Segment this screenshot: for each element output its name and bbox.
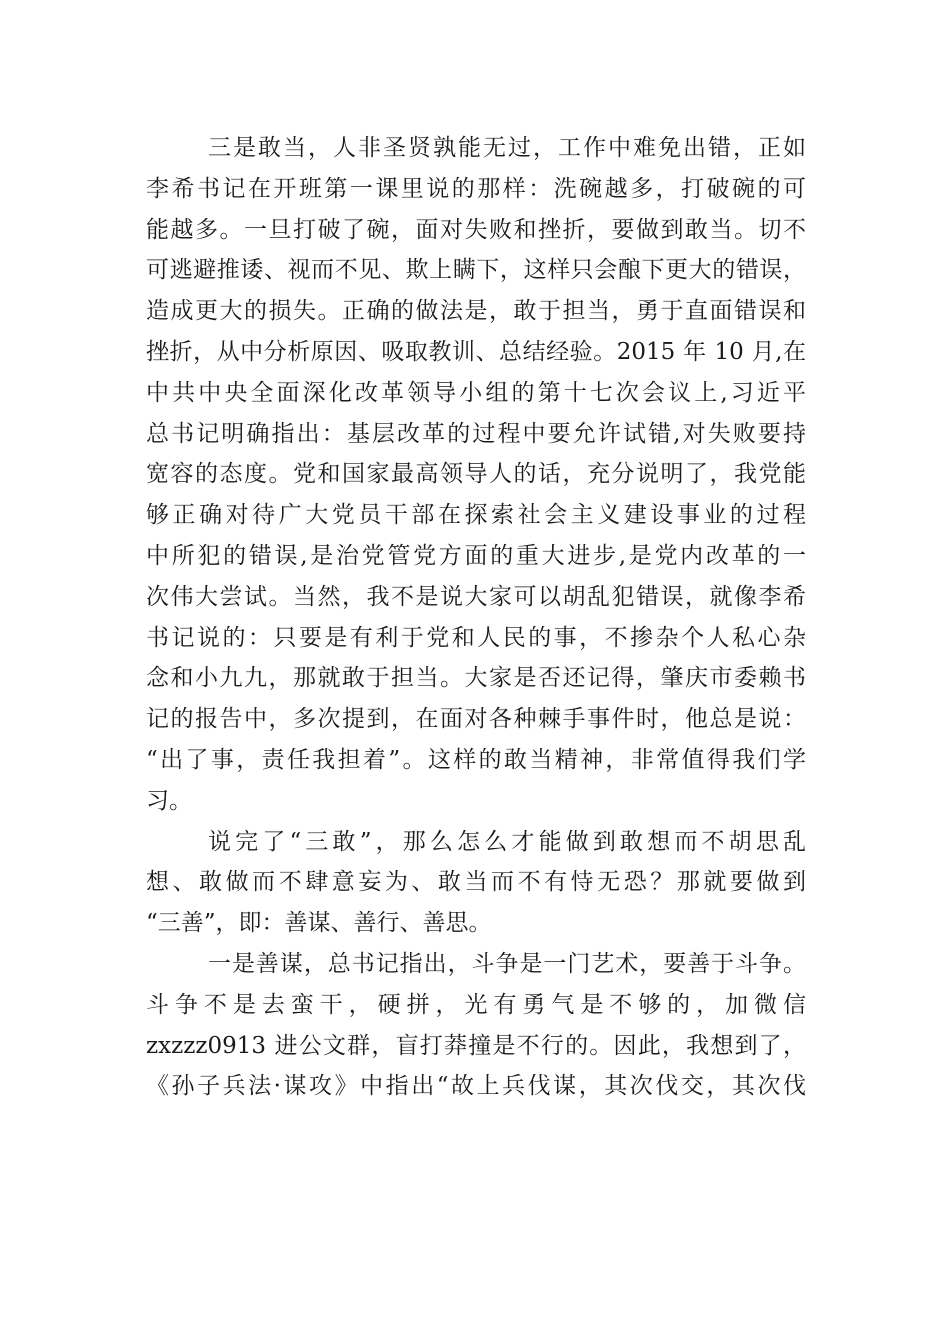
paragraph-line: “三善”，即：善谋、善行、善思。 bbox=[146, 910, 492, 937]
paragraph-line: 够正确对待广大党员干部在探索社会主义建设事业的过程 bbox=[146, 502, 806, 529]
paragraph-line: 造成更大的损失。正确的做法是，敢于担当，勇于直面错误和 bbox=[146, 298, 806, 325]
paragraph-line: zxzzz0913 进公文群，盲打莽撞是不行的。因此，我想到了， bbox=[146, 1032, 806, 1059]
body-text bbox=[146, 128, 806, 1107]
paragraph-line: 宽容的态度。党和国家最高领导人的话，充分说明了，我党能 bbox=[146, 461, 806, 488]
paragraph-line: 中所犯的错误,是治党管党方面的重大进步,是党内改革的一 bbox=[146, 542, 806, 569]
paragraph-line: 李希书记在开班第一课里说的那样：洗碗越多，打破碗的可 bbox=[146, 175, 806, 202]
paragraph-line: 总书记明确指出：基层改革的过程中要允许试错,对失败要持 bbox=[146, 420, 806, 447]
paragraph-line: 挫折，从中分析原因、吸取教训、总结经验。2015 年 10 月,在 bbox=[146, 338, 806, 365]
paragraph-line: 能越多。一旦打破了碗，面对失败和挫折，要做到敢当。切不 bbox=[146, 216, 806, 243]
paragraph-line: 《孙子兵法·谋攻》中指出“故上兵伐谋，其次伐交，其次伐 bbox=[146, 1073, 806, 1100]
paragraph-line: 次伟大尝试。当然，我不是说大家可以胡乱犯错误，就像李希 bbox=[146, 583, 806, 610]
paragraph-line: 记的报告中，多次提到，在面对各种棘手事件时，他总是说： bbox=[146, 706, 806, 733]
paragraph-line: 可逃避推诿、视而不见、欺上瞒下，这样只会酿下更大的错误， bbox=[146, 257, 806, 284]
paragraph-line: 斗争不是去蛮干，硬拼，光有勇气是不够的，加微信 bbox=[146, 991, 806, 1018]
paragraph-line: 中共中央全面深化改革领导小组的第十七次会议上,习近平 bbox=[146, 379, 806, 406]
paragraph-line: 一是善谋，总书记指出，斗争是一门艺术，要善于斗争。 bbox=[208, 950, 806, 977]
paragraph-line: “出了事，责任我担着”。这样的敢当精神，非常值得我们学 bbox=[146, 746, 806, 773]
paragraph-line: 想、敢做而不肆意妄为、敢当而不有恃无恐？那就要做到 bbox=[146, 869, 806, 896]
paragraph-line: 三是敢当，人非圣贤孰能无过，工作中难免出错，正如 bbox=[208, 135, 806, 161]
paragraph-line: 习。 bbox=[146, 787, 192, 814]
paragraph-line: 说完了“三敢”，那么怎么才能做到敢想而不胡思乱 bbox=[208, 828, 806, 855]
paragraph-line: 书记说的：只要是有利于党和人民的事，不掺杂个人私心杂 bbox=[146, 624, 806, 651]
paragraph-line: 念和小九九，那就敢于担当。大家是否还记得，肇庆市委赖书 bbox=[146, 665, 806, 692]
